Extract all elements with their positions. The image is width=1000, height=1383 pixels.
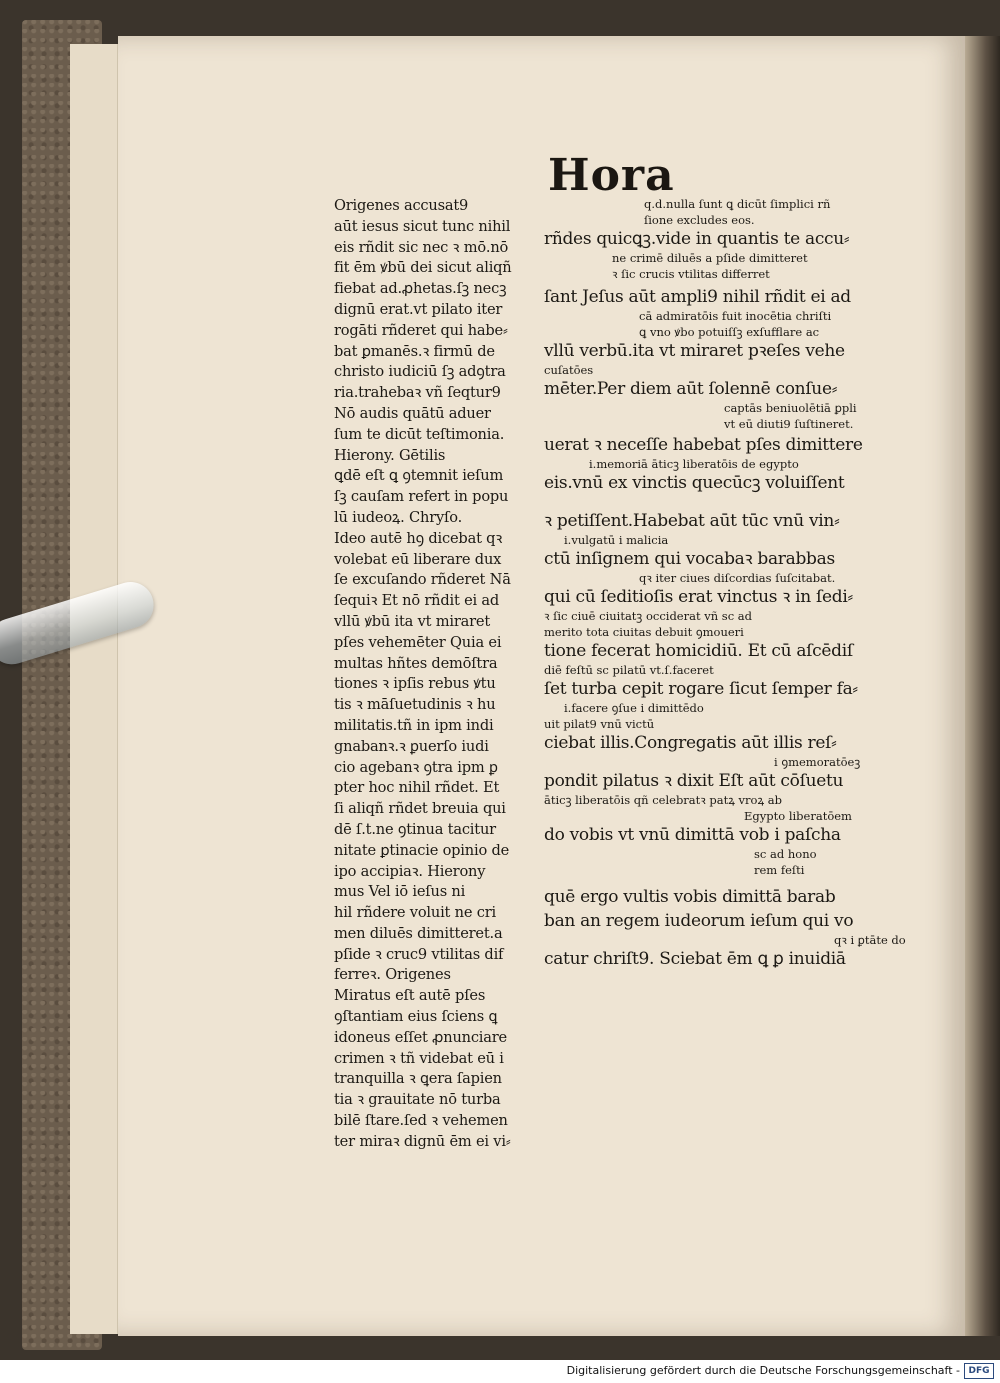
main-text-line: ſant Jeſus aūt ampli9 nihil rñdit ei ad [544,287,851,307]
main-text-line: do vobis vt vnū dimittā vob i paſcha [544,825,841,845]
interlinear-gloss-line: diē feſtū sc pilatū vt.ſ.faceret [544,663,714,677]
book-gutter [965,36,1000,1336]
gloss-line: ꝗdē eſt ꝗ ꝯtemnit ieſum [334,467,504,485]
gloss-line: ſe excuſando rñderet Nā [334,571,511,589]
interlinear-gloss-line: i.facere ꝯſue i dimittēdo [564,701,704,715]
gloss-line: tiones ꝛ ipſis rebus ꝟtu [334,675,496,693]
interlinear-gloss-line: Egypto liberatōem [744,809,852,823]
interlinear-gloss-line: ꝛ ſic ciuē ciuitatꝫ occiderat vñ sc ad [544,609,753,623]
main-text-line: pondit pilatus ꝛ dixit Eſt aūt cōſuetu [544,771,844,791]
gloss-line: pter hoc nihil rñdet. Et [334,779,500,797]
interlinear-gloss-line: ne crimē diluēs a pſide dimitteret [612,251,808,265]
gloss-line: gnabanꝛ.ꝛ ꝑuerſo iudi [334,737,489,755]
gloss-line: tranquilla ꝛ ꝗera ſapien [334,1070,502,1088]
interlinear-gloss-line: sc ad hono [754,847,817,861]
main-text-line: eis.vnū ex vinctis quecūcꝫ voluiſſent [544,473,845,493]
gloss-line: militatis.tñ in ipm indi [334,716,494,734]
gloss-line: ipo accipiaꝛ. Hierony [334,862,486,880]
main-text-line: vllū verbū.ita vt miraret pꝛeſes vehe [544,341,845,361]
gloss-line: aūt iesus sicut tunc nihil [334,217,511,235]
gloss-column [334,196,544,1153]
interlinear-gloss-line: i.memoriā āticꝫ liberatōis de egypto [589,457,799,471]
gloss-line: ſi aliqñ rñdet breuia qui [334,800,506,818]
gloss-line: cio agebanꝛ ꝯtra ipm ꝑ [334,758,498,776]
footer-credit: Digitalisierung gefördert durch die Deutsche Forschungsgemeinschaft - [566,1364,960,1377]
interlinear-gloss-line: āticꝫ liberatōis qñ celebratꝛ patꝝ vroꝝ ab [544,793,782,807]
footer-bar [0,1360,1000,1383]
interlinear-gloss-line: captās beniuolētiā ꝑpli [724,401,857,415]
gloss-line: Miratus eſt autē pſes [334,987,486,1005]
gloss-line: dē ſ.t.ne ꝯtinua tacitur [334,820,496,838]
gloss-line: vllū ꝟbū ita vt miraret [334,612,491,630]
main-text-line: catur chriſt9. Sciebat ēm ꝗ ꝑ inuidiā [544,949,846,969]
gloss-line: crimen ꝛ tñ videbat eū i [334,1049,504,1067]
gloss-line: ria.trahebaꝛ vñ ſeqtur9 [334,384,501,402]
interlinear-gloss-line: cā admiratōis fuit inocētia chriſti [639,309,832,323]
interlinear-gloss-line: vt eū diuti9 ſuſtineret. [724,417,854,431]
main-text-line: ciebat illis.Congregatis aūt illis reſ⸗ [544,733,837,753]
gloss-line: multas hñtes demōſtra [334,654,498,672]
interlinear-gloss-line: qꝛ iter ciues diſcordias ſuſcitabat. [639,571,836,585]
gloss-line: bilē ſtare.ſed ꝛ vehemen [334,1112,508,1130]
gloss-line: pſide ꝛ cruc9 vtilitas dif [334,945,504,963]
main-text-line: qui cū ſeditioſis erat vinctus ꝛ in ſedi⸗ [544,587,853,607]
gloss-line: ſum te dicūt teſtimonia. [334,425,505,443]
interlinear-gloss-line: uit pilat9 vnū victū [544,717,655,731]
gloss-line: fiebat ad.ꝓhetas.ſꝫ necꝫ [334,280,507,298]
gloss-line: fit ēm ꝟbū dei sicut aliqñ [334,259,512,277]
main-text-line: ꝛ petiſſent.Habebat aūt tūc vnū vin⸗ [544,511,840,531]
gloss-line: hil rñdere voluit ne cri [334,904,496,922]
gloss-line: Ideo autē hꝯ dicebat qꝛ [334,529,503,547]
gloss-line: tis ꝛ māſuetudinis ꝛ hu [334,696,496,714]
gloss-line: rogāti rñderet qui habe⸗ [334,321,508,339]
interlinear-gloss-line: q.d.nulla ſunt ꝗ dicūt ſimplici rñ [644,197,831,211]
gloss-line: men diluēs dimitteret.a [334,924,503,942]
gloss-line: ferreꝛ. Origenes [334,966,451,984]
dfg-logo: DFG [964,1363,994,1379]
gloss-line: christo iudiciū ſꝫ adꝯtra [334,363,506,381]
page-heading: Hora [548,150,675,201]
gloss-line: Nō audis quātū aduer [334,404,491,422]
main-text-line: rñdes quicꝗꝫ.vide in quantis te accu⸗ [544,229,850,249]
gloss-line: idoneus eſſet ꝓnunciare [334,1028,507,1046]
gloss-line: Origenes accusat9 [334,197,469,214]
gloss-line: volebat eū liberare dux [334,550,502,568]
interlinear-gloss-line: rem feſti [754,863,805,877]
interlinear-gloss-line: i ꝯmemoratōeꝫ [774,755,861,769]
main-text-line: mēter.Per diem aūt ſolennē conſue⸗ [544,379,838,399]
gloss-line: tia ꝛ grauitate nō turba [334,1091,501,1109]
interlinear-gloss-line: ſione excludes eos. [644,213,755,227]
main-text-line: tione fecerat homicidiū. Et cū aſcēdiſ [544,641,853,661]
gloss-line: bat ꝑmanēs.ꝛ firmū de [334,342,495,360]
gloss-line: eis rñdit sic nec ꝛ mō.nō [334,238,509,256]
gloss-line: dignū erat.vt pilato iter [334,300,503,318]
gloss-line: lū iudeoꝝ. Chryſo. [334,508,463,526]
interlinear-gloss-line: ꝛ ſic crucis vtilitas differret [612,267,770,281]
main-text-line: uerat ꝛ neceſſe habebat pſes dimittere [544,435,863,455]
gloss-line: Hierony. Gētilis [334,446,446,464]
main-text-line: ſet turba cepit rogare ſicut ſemper fa⸗ [544,679,858,699]
main-text-line: quē ergo vultis vobis dimittā barab [544,887,836,907]
gloss-line: ſꝫ cauſam refert in popu [334,488,509,506]
gloss-line: ꝯſtantiam eius ſciens ꝗ [334,1008,498,1026]
main-text-column [544,196,909,970]
gloss-line: ter miraꝛ dignū ēm ei vi⸗ [334,1132,511,1150]
interlinear-gloss-line: cuſatōes [544,363,594,377]
gloss-line: ſequiꝛ Et nō rñdit ei ad [334,592,500,610]
interlinear-gloss-line: i.vulgatū i malicia [564,533,669,547]
main-text-line: ctū inſignem qui vocabaꝛ barabbas [544,549,835,569]
interlinear-gloss-line: ꝗ vno ꝟbo potuiſſꝫ exſufflare ac [639,325,820,339]
main-text-line: ban an regem iudeorum ieſum qui vo [544,911,854,931]
interlinear-gloss-line: merito tota ciuitas debuit ꝯmoueri [544,625,744,639]
gloss-line: pſes vehemēter Quia ei [334,633,502,651]
gloss-line: mus Vel iō ieſus ni [334,883,466,901]
gloss-line: nitate ꝑtinacie opinio de [334,841,510,859]
interlinear-gloss-line: qꝛ i ꝑtāte do [834,933,906,947]
